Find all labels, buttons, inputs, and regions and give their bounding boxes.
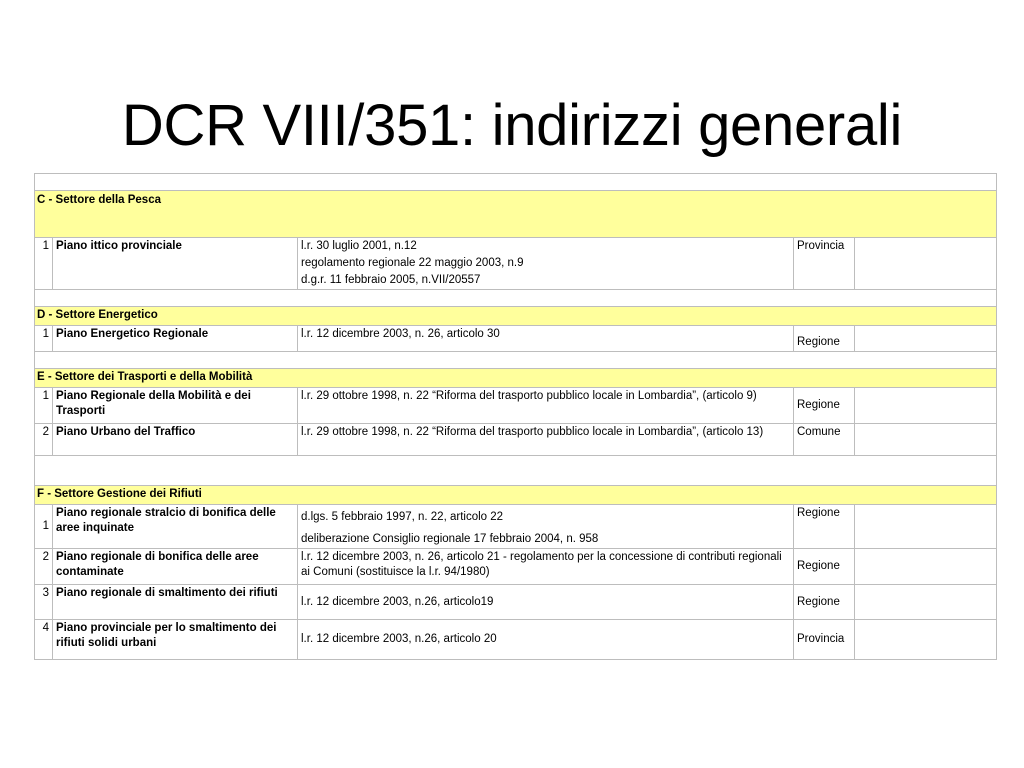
reference-line: d.g.r. 11 febbraio 2005, n.VII/20557 <box>301 274 481 286</box>
table-row <box>35 326 997 352</box>
legal-reference <box>298 585 794 620</box>
reference-line: l.r. 29 ottobre 1998, n. 22 “Riforma del trasporto pubblico locale in Lombardia”, (articolo 9) <box>301 390 757 402</box>
section-heading-row <box>35 307 997 326</box>
reference-line: d.lgs. 5 febbraio 1997, n. 22, articolo 22 <box>301 511 504 523</box>
empty-cell <box>855 424 997 456</box>
plan-name: Piano regionale di smaltimento dei rifiuti <box>53 585 298 620</box>
slide-title: DCR VIII/351: indirizzi generali <box>121 92 903 158</box>
row-number: 1 <box>35 326 53 352</box>
section-heading: F - Settore Gestione dei Rifiuti <box>35 486 997 505</box>
competent-authority: Regione <box>794 585 855 620</box>
empty-cell <box>855 585 997 620</box>
spacer-row <box>35 456 997 486</box>
row-number: 3 <box>35 585 53 620</box>
plan-name: Piano provinciale per lo smaltimento dei rifiuti solidi urbani <box>53 620 298 660</box>
reference-line: l.r. 29 ottobre 1998, n. 22 “Riforma del trasporto pubblico locale in Lombardia”, (articolo 13) <box>301 426 764 438</box>
plan-name: Piano Urbano del Traffico <box>53 424 298 456</box>
reference-line: l.r. 12 dicembre 2003, n.26, articolo 20 <box>301 633 497 645</box>
legal-reference <box>298 326 794 352</box>
plan-name: Piano regionale stralcio di bonifica delle aree inquinate <box>53 505 298 549</box>
empty-cell <box>855 238 997 290</box>
legal-reference <box>298 424 794 456</box>
reference-line: l.r. 30 luglio 2001, n.12 <box>301 240 417 252</box>
table-row <box>35 238 997 290</box>
table-row <box>35 620 997 660</box>
legal-reference <box>298 505 794 549</box>
section-heading: C - Settore della Pesca <box>35 191 997 238</box>
legal-reference <box>298 238 794 290</box>
reference-line: regolamento regionale 22 maggio 2003, n.9 <box>301 257 524 269</box>
legal-reference <box>298 549 794 585</box>
empty-cell <box>855 388 997 424</box>
empty-cell <box>855 549 997 585</box>
section-heading-row <box>35 369 997 388</box>
plan-name: Piano Energetico Regionale <box>53 326 298 352</box>
table-row <box>35 585 997 620</box>
spacer-row <box>35 352 997 369</box>
row-number: 1 <box>35 505 53 549</box>
reference-line: l.r. 12 dicembre 2003, n.26, articolo19 <box>301 595 494 608</box>
plan-name: Piano Regionale della Mobilità e dei Trasporti <box>53 388 298 424</box>
section-heading-row <box>35 486 997 505</box>
section-heading: D - Settore Energetico <box>35 307 997 326</box>
table-row <box>35 505 997 549</box>
legal-reference <box>298 620 794 660</box>
row-number: 2 <box>35 424 53 456</box>
spacer-row <box>35 174 997 191</box>
empty-cell <box>855 326 997 352</box>
spacer-row <box>35 290 997 307</box>
empty-cell <box>855 620 997 660</box>
plan-name: Piano regionale di bonifica delle aree contaminate <box>53 549 298 585</box>
competent-authority: Provincia <box>794 620 855 660</box>
plan-name: Piano ittico provinciale <box>53 238 298 290</box>
row-number: 1 <box>35 238 53 290</box>
plans-table <box>34 173 997 660</box>
table-row <box>35 388 997 424</box>
row-number: 2 <box>35 549 53 585</box>
competent-authority: Provincia <box>794 238 855 290</box>
section-heading: E - Settore dei Trasporti e della Mobilità <box>35 369 997 388</box>
row-number: 4 <box>35 620 53 660</box>
empty-cell <box>855 505 997 549</box>
competent-authority: Regione <box>794 505 855 549</box>
legal-reference <box>298 388 794 424</box>
table-row <box>35 424 997 456</box>
competent-authority: Regione <box>794 549 855 585</box>
competent-authority: Regione <box>794 326 855 352</box>
section-heading-row <box>35 191 997 238</box>
reference-line: l.r. 12 dicembre 2003, n. 26, articolo 30 <box>301 328 500 340</box>
reference-line: deliberazione Consiglio regionale 17 febbraio 2004, n. 958 <box>301 533 599 545</box>
reference-line: l.r. 12 dicembre 2003, n. 26, articolo 21 - regolamento per la concessione di contributi regionali ai Comuni (sostituisce la l.r. 94/1980) <box>301 551 782 578</box>
row-number: 1 <box>35 388 53 424</box>
table-row <box>35 549 997 585</box>
competent-authority: Comune <box>794 424 855 456</box>
document-table-container <box>34 173 996 660</box>
competent-authority: Regione <box>794 388 855 424</box>
